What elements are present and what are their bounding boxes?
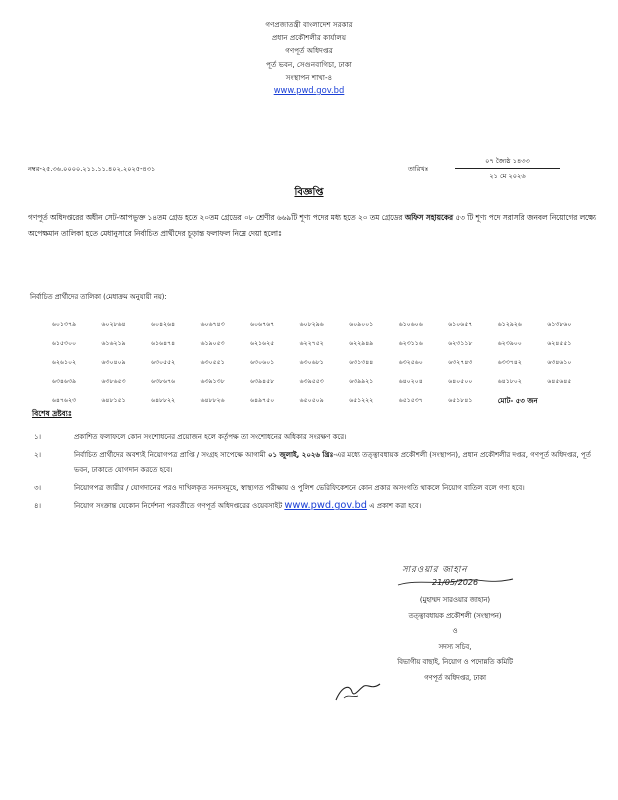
roll-number: ৬২২৯৪৯ xyxy=(349,340,374,347)
roll-number: ৬২৩১১৬ xyxy=(398,340,423,347)
signatory-committee: বিভাগীয় বাছাই, নিয়োগ ও পদোন্নতি কমিটি xyxy=(397,658,513,666)
joining-deadline: ০১ জুলাই, ২০২৬ খ্রিঃ xyxy=(268,451,334,460)
roll-number: ৬৩৯১৩৮ xyxy=(200,378,225,385)
note-text xyxy=(74,499,598,513)
list-item xyxy=(28,448,598,477)
roll-number: ৬৩৯৪৫৮ xyxy=(250,378,275,385)
signatory-name: (মুহাম্মদ সারওয়ার জাহান) xyxy=(419,596,491,604)
candidate-list-label: নির্বাচিত প্রার্থীদের তালিকা (মেধাক্রম অনুযায়ী নয়): xyxy=(30,293,167,301)
roll-number: ৬৪১৮০২ xyxy=(497,378,522,385)
roll-number: ৬১৩৮৬০ xyxy=(547,321,572,328)
roll-number: ৬১২৯২৬ xyxy=(497,321,522,328)
table-row xyxy=(52,315,597,334)
roll-number: ৬৫০৫০৯ xyxy=(299,397,324,404)
roll-number: ৬৩০৫৫২ xyxy=(151,359,176,366)
roll-number: ৬০৮২৯৬ xyxy=(299,321,324,328)
roll-number: ৬০৬৭৬৭ xyxy=(250,321,275,328)
notice-title-text: বিজ্ঞপ্তি xyxy=(294,187,324,198)
date-bangla: ০৭ জ্যৈষ্ঠ ১৪৩৩ xyxy=(455,154,560,169)
list-item xyxy=(28,430,598,444)
roll-number-table xyxy=(52,315,597,410)
roll-number: ৬২৬১০২ xyxy=(52,359,77,366)
handwritten-date: 21/05/2026 xyxy=(432,578,479,587)
website-link[interactable]: www.pwd.gov.bd xyxy=(273,85,345,96)
header-line: সংস্থাপন শাখা-৪ xyxy=(285,72,333,82)
signatory-designation: তত্ত্বাবধায়ক প্রকৌশলী (সংস্থাপন) xyxy=(408,611,502,620)
post-name: অফিস সহায়কের xyxy=(404,213,453,222)
signatory-office: গণপূর্ত অধিদপ্তর, ঢাকা xyxy=(424,673,486,682)
note-number: ৪। xyxy=(34,502,42,511)
signatory-and: ও xyxy=(452,627,458,635)
handwritten-signature: সারওয়ার জাহান xyxy=(402,565,468,575)
note-text xyxy=(74,448,598,477)
header-line: পূর্ত ভবন, সেগুনবাগিচা, ঢাকা xyxy=(266,59,352,69)
roll-number: ৬৪০২০৪ xyxy=(398,378,423,385)
list-item xyxy=(28,481,598,495)
date-block xyxy=(455,154,560,183)
total-count: মোট- ৫৩ জন xyxy=(497,396,538,405)
roll-number: ৬০৬৭৪৩ xyxy=(200,321,225,328)
roll-number: ৬৩০৬৮১ xyxy=(299,359,324,366)
note-text-part: এ প্রকাশ করা হবে। xyxy=(367,502,422,511)
table-row xyxy=(52,353,597,372)
roll-number: ৬০৯০০১ xyxy=(349,321,374,328)
notice-body xyxy=(28,210,596,241)
note-text-part: নিয়োগ সংক্রান্ত যেকোন নির্দেশনা পরবর্তীতে গণপূর্ত অধিদপ্তরের ওয়েবসাইট xyxy=(74,502,285,511)
table-row xyxy=(52,372,597,391)
roll-number: ৬২৩১১৮ xyxy=(448,340,473,347)
roll-number: ৬৩৯৯২১ xyxy=(349,378,374,385)
note-text-part: নির্বাচিত প্রার্থীদের অবশ্যই নিয়োগপত্র প্রাপ্তি / সংগ্রহ সাপেক্ষে আগামী xyxy=(74,451,268,460)
note-text: প্রকাশিত ফলাফলে কোন সংশোধনের প্রয়োজন হলে কর্তৃপক্ষ তা সংশোধনের অধিকার সংরক্ষণ করে। xyxy=(74,433,347,441)
notice-title xyxy=(0,185,618,202)
roll-number: ৬২৪৫৫১ xyxy=(547,340,572,347)
roll-number: ৬৩০৪০৯ xyxy=(101,359,126,366)
initial-mark xyxy=(330,676,390,706)
roll-number: ৬৩৪৬১০ xyxy=(547,359,572,366)
roll-number: ৬০৪২৬৪ xyxy=(151,321,176,328)
website-link[interactable]: www.pwd.gov.bd xyxy=(284,500,367,512)
header-line: গণপ্রজাতন্ত্রী বাংলাদেশ সরকার xyxy=(265,20,353,29)
header-line: গণপূর্ত অধিদপ্তর xyxy=(285,46,333,56)
signatory-role: সদস্য সচিব, xyxy=(438,642,472,651)
roll-number: ৬৩৯৫৫৩ xyxy=(299,378,324,385)
memo-number: নম্বর-২৫.৩৬.০০০০.২১১.১১.৪০২.২০২৫-৪৩১ xyxy=(28,165,156,173)
roll-number: ৬১০৬০৬ xyxy=(398,321,423,328)
date-label: তারিখঃ xyxy=(408,165,429,173)
roll-number: ৬০২৮৬৪ xyxy=(101,321,126,328)
roll-number: ৬৪০৫০০ xyxy=(448,378,473,385)
roll-number: ৬৪৮৮২৬ xyxy=(200,397,225,404)
roll-number: ৬১৬৪৭৪ xyxy=(151,340,176,347)
special-note-title: বিশেষ দ্রষ্টব্যঃ xyxy=(32,409,72,418)
roll-number: ৬৫১৮৪১ xyxy=(448,397,473,404)
roll-number: ৬৩১৩৪৪ xyxy=(349,359,374,366)
roll-number: ৬৪৫৬৪৫ xyxy=(547,378,572,385)
table-row xyxy=(52,391,597,410)
roll-number: ৬৩০৫৫১ xyxy=(200,359,225,366)
header-line: প্রধান প্রকৌশলীর কার্যালয় xyxy=(271,33,347,43)
roll-number: ৬৩২৭৪৩ xyxy=(448,359,473,366)
note-number: ১। xyxy=(34,433,42,441)
roll-number: ৬৪৮১৫১ xyxy=(101,397,126,404)
roll-number: ৬৫১৫৩৭ xyxy=(398,397,423,404)
date-english: ২১ মে ২০২৬ xyxy=(489,172,526,180)
list-item xyxy=(28,499,598,513)
roll-number: ৬৪৭৬২৩ xyxy=(52,397,77,404)
roll-number: ৬১৬২১৯ xyxy=(101,340,126,347)
note-text-part: -এর মধ্যে তত্ত্বাবধায়ক প্রকৌশলী (সংস্থাপন), প্রধান প্রকৌশলীর দপ্তর, গণপূর্ত অধিদপ্তর, পূর্ত ভবন, ঢাকাতে যোগদান করতে হবে। xyxy=(74,451,591,474)
body-text: ৫৩ টি শূণ্য পদে সরাসরি জনবল নিয়োগের লক্ষ্যে অপেক্ষমান তালিকা হতে মেধানুসারে নির্বাচিত প্রার্থীদের চূড়ান্ত ফলাফল নিম্নে দেয়া হলোঃ xyxy=(28,213,596,238)
notes-list xyxy=(28,430,598,517)
roll-number: ৬২২৭৫২ xyxy=(299,340,324,347)
roll-number: ৬৩০৬০১ xyxy=(250,359,275,366)
body-text: গণপূর্ত অধিদপ্তরের অধীন সেট-আপভুক্ত ১৪তম গ্রেড হতে ২০তম গ্রেডের ০৮ শ্রেণীর ৬৬৯টি শূণ্য পদের মধ্য হতে ২০ তম গ্রেডের xyxy=(28,213,405,222)
roll-number: ৬১৯০৫৩ xyxy=(200,340,225,347)
note-number: ২। xyxy=(34,451,42,460)
roll-number: ৬৩২৫৬০ xyxy=(398,359,423,366)
roll-number: ৬৩৮৬৫৩ xyxy=(101,378,126,385)
roll-number: ৬৩৩৭৪২ xyxy=(497,359,522,366)
roll-number: ৬৩৮৬৭৬ xyxy=(151,378,176,385)
roll-number: ৬১৫৩০০ xyxy=(52,340,77,347)
table-row xyxy=(52,334,597,353)
letterhead xyxy=(0,18,618,97)
roll-number: ৬২১৬২৫ xyxy=(250,340,275,347)
roll-number: ৬৪৮৮২২ xyxy=(151,397,176,404)
signature-flourish xyxy=(378,555,528,595)
roll-number: ৬৪৯৭৫০ xyxy=(250,397,275,404)
roll-number: ৬২৩৯০০ xyxy=(497,340,522,347)
roll-number: ৬১০৬৫৭ xyxy=(448,321,473,328)
roll-number: ৬০১৩৭৯ xyxy=(52,321,77,328)
roll-number: ৬৩৪৬৩৯ xyxy=(52,378,77,385)
roll-number: ৬৫১২২২ xyxy=(349,397,374,404)
signatory-block xyxy=(350,593,560,686)
note-number: ৩। xyxy=(34,483,42,492)
note-text: নিয়োগপত্র জারীর / যোগদানের পরও দাখিলকৃত সনদসমূহে, স্বাস্থ্যগত পরীক্ষায় ও পুলিশ ভেরিফিকেশনে কোন প্রকার অসংগতি থাকলে নিয়োগ বাতিল বলে গণ্য হবে। xyxy=(74,483,525,492)
